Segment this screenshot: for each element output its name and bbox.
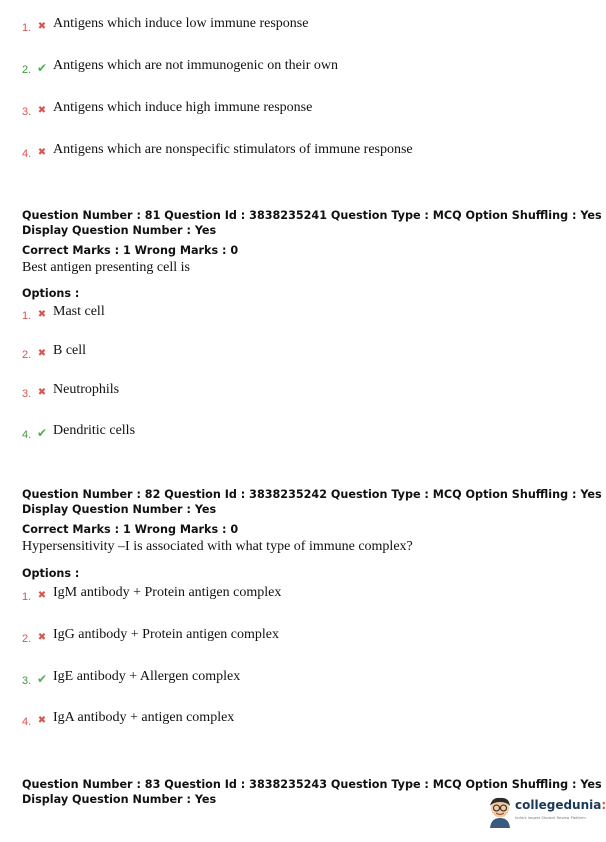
collegedunia-logo — [487, 796, 606, 830]
question-meta — [22, 487, 602, 517]
option-row — [22, 14, 308, 34]
check-icon: ✔ — [36, 426, 48, 440]
option-text: IgE antibody + Allergen complex — [53, 669, 241, 684]
question-meta-line: Display Question Number : Yes — [22, 224, 217, 237]
option-text: Dendritic cells — [53, 423, 136, 438]
option-number: 3. — [22, 675, 32, 687]
option-number: 1. — [22, 591, 32, 603]
logo-tagline: India's largest Student Review Platform — [515, 816, 586, 820]
question-marks: Correct Marks : 1 Wrong Marks : 0 — [22, 244, 239, 257]
option-number: 4. — [22, 716, 32, 728]
question-marks: Correct Marks : 1 Wrong Marks : 0 — [22, 523, 239, 536]
option-row — [22, 98, 312, 118]
question-meta-line: Question Number : 82 Question Id : 3838235242 Question Type : MCQ Option Shuffling : Yes — [22, 488, 602, 501]
option-row — [22, 708, 234, 728]
options-label: Options : — [22, 287, 80, 300]
options-label: Options : — [22, 567, 80, 580]
cross-icon: ✖ — [37, 146, 47, 158]
option-number: 1. — [22, 310, 32, 322]
cross-icon: ✖ — [37, 589, 47, 601]
option-text: Mast cell — [53, 304, 105, 319]
option-number: 2. — [22, 349, 32, 361]
option-text: Antigens which are not immunogenic on their own — [53, 58, 338, 73]
option-number: 4. — [22, 429, 32, 441]
option-number: 4. — [22, 148, 32, 160]
cross-icon: ✖ — [37, 104, 47, 116]
option-number: 3. — [22, 106, 32, 118]
option-text: Antigens which induce high immune response — [53, 100, 313, 115]
question-meta-line: Question Number : 83 Question Id : 3838235243 Question Type : MCQ Option Shuffling : Yes — [22, 778, 602, 791]
logo-wordmark — [515, 798, 606, 812]
option-text: Antigens which are nonspecific stimulators of immune response — [53, 142, 413, 157]
question-meta — [22, 208, 602, 238]
check-icon: ✔ — [36, 61, 48, 75]
option-row — [22, 421, 135, 441]
student-avatar-icon — [487, 796, 513, 828]
option-text: IgG antibody + Protein antigen complex — [53, 627, 280, 642]
cross-icon: ✖ — [37, 714, 47, 726]
option-row — [22, 341, 86, 361]
option-row — [22, 583, 281, 603]
option-row — [22, 56, 338, 76]
option-row — [22, 302, 105, 322]
option-text: IgM antibody + Protein antigen complex — [53, 585, 282, 600]
option-row — [22, 140, 413, 160]
question-text: Best antigen presenting cell is — [22, 260, 190, 275]
cross-icon: ✖ — [37, 347, 47, 359]
question-meta-line: Display Question Number : Yes — [22, 503, 217, 516]
cross-icon: ✖ — [37, 20, 47, 32]
option-text: Antigens which induce low immune response — [53, 16, 309, 31]
option-number: 3. — [22, 388, 32, 400]
option-number: 2. — [22, 64, 32, 76]
cross-icon: ✖ — [37, 308, 47, 320]
logo-name-dot: : — [601, 798, 606, 812]
cross-icon: ✖ — [37, 631, 47, 643]
option-row — [22, 667, 240, 687]
option-text: B cell — [53, 343, 87, 358]
logo-name-text: collegedunia — [515, 798, 602, 812]
check-icon: ✔ — [36, 672, 48, 686]
question-meta-line: Question Number : 81 Question Id : 3838235241 Question Type : MCQ Option Shuffling : Yes — [22, 209, 602, 222]
question-meta-line: Display Question Number : Yes — [22, 793, 217, 806]
cross-icon: ✖ — [37, 386, 47, 398]
option-number: 1. — [22, 22, 32, 34]
option-text: IgA antibody + antigen complex — [53, 710, 235, 725]
option-row — [22, 380, 119, 400]
option-number: 2. — [22, 633, 32, 645]
option-text: Neutrophils — [53, 382, 120, 397]
question-text: Hypersensitivity –I is associated with what type of immune complex? — [22, 539, 413, 554]
option-row — [22, 625, 279, 645]
